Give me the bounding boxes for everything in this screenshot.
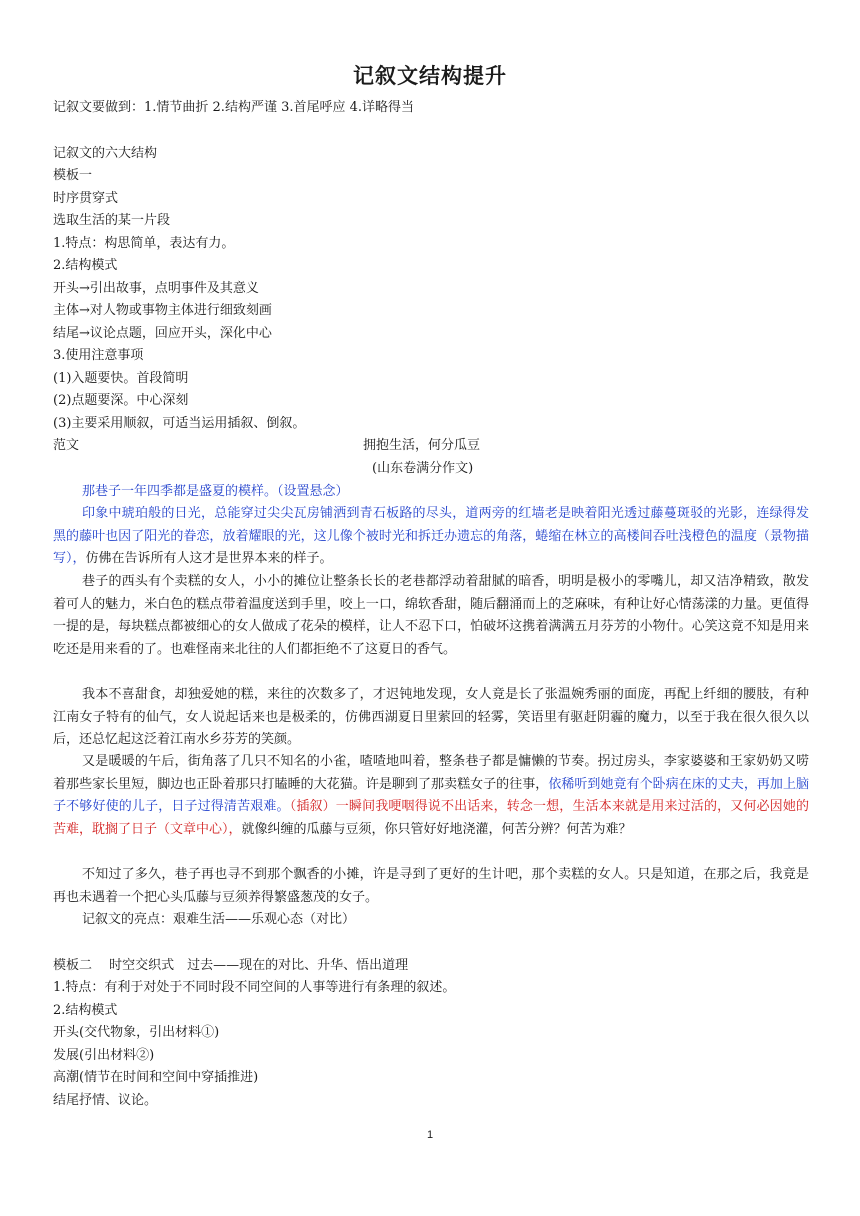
module2-item-4: 结尾抒情、议论。	[53, 1093, 158, 1108]
flashback-text: 依稀听到她竟有个卧病在床的丈夫，再加上脑子不够好使的儿子，日子过得清苦艰难。	[53, 776, 809, 814]
central-idea-text: （插叙）一瞬间我哽咽得说不出话来，转念一想，生活本来就是用来过活的，又何必因她的苦难，耽搁了日子（文章中心），	[53, 799, 809, 837]
note-item-2: (2)点题要深。中心深刻	[53, 393, 189, 408]
note-item-1: (1)入题要快。首段简明	[53, 371, 189, 386]
module1-feature: 1.特点：构思简单，表达有力。	[53, 236, 235, 251]
essay-paragraph-1: 那巷子一年四季都是盛夏的模样。（设置悬念）	[82, 484, 349, 499]
essay-paragraph-2	[53, 503, 809, 571]
module2-item-3: 高潮(情节在时间和空间中穿插推进)	[53, 1070, 259, 1085]
module2-item-2: 发展(引出材料②)	[53, 1048, 155, 1063]
essay-paragraph-5	[53, 751, 809, 841]
paragraph-5-start: 又是暖暖的午后，街角落了几只不知名的小雀，喳喳地叫着，整条巷子都是慵懒的节奏。拐过房头，李家婆婆和王家奶奶又唠着那些家长里短，脚边也正卧着那只打瞌睡的大花猫。许是聊到了那卖糕女子的往事，	[53, 754, 809, 792]
requirement-line: 记叙文要做到：1.情节曲折 2.结构严谨 3.首尾呼应 4.详略得当	[53, 100, 415, 115]
page-number: 1	[426, 1129, 434, 1141]
sample-label: 范文	[53, 438, 80, 453]
essay-title: 拥抱生活，何分瓜豆	[363, 438, 481, 453]
essay-highlight: 记叙文的亮点：艰难生活——乐观心态（对比）	[82, 912, 356, 927]
pattern-item-opening: 开头→引出故事，点明事件及其意义	[53, 281, 259, 296]
module1-name: 模板一	[53, 168, 93, 183]
paragraph-2-tail: 仿佛在告诉所有人这才是世界本来的样子。	[85, 551, 333, 566]
module2-pattern-heading: 2.结构模式	[53, 1003, 118, 1018]
paragraph-5-end: 就像纠缠的瓜藤与豆须，你只管好好地浇灌，何苦分辨？何苦为难？	[241, 821, 632, 837]
module2-item-1: 开头(交代物象，引出材料①)	[53, 1025, 220, 1040]
essay-source: (山东卷满分作文)	[372, 461, 474, 476]
scenery-description: 印象中琥珀般的日光，总能穿过尖尖瓦房铺洒到青石板路的尽头，道两旁的红墙老是映着阳光透过藤蔓斑驳的光影，连绿得发黑的藤叶也因了阳光的眷恋，放着耀眼的光，这儿像个被时光和拆迁办遗忘的角落，蜷缩在林立的高楼间吞吐浅橙色的温度（景物描写），	[53, 506, 809, 566]
module2-heading: 模板二 时空交织式 过去——现在的对比、升华、悟出道理	[53, 958, 409, 973]
pattern-item-body: 主体→对人物或事物主体进行细致刻画	[53, 303, 272, 318]
note-item-3: (3)主要采用顺叙，可适当运用插叙、倒叙。	[53, 416, 306, 431]
module2-feature: 1.特点：有利于对处于不同时段不同空间的人事等进行有条理的叙述。	[53, 980, 456, 995]
document-title: 记叙文结构提升	[353, 64, 507, 88]
module1-type: 时序贯穿式	[53, 191, 119, 206]
pattern-item-ending: 结尾→议论点题，回应开头，深化中心	[53, 326, 272, 341]
module1-heading: 记叙文的六大结构	[53, 146, 158, 161]
essay-paragraph-3: 巷子的西头有个卖糕的女人，小小的摊位让整条长长的老巷都浮动着甜腻的暗香，明明是极小的零嘴儿，却又洁净精致，散发着可人的魅力，米白色的糕点带着温度送到手里，咬上一口，绵软香甜，随后翻涌而上的芝麻味，有种让好心情荡漾的力量。更值得一提的是，每块糕点都被细心的女人做成了花朵的模样，让人不忍下口，怕破坏这携着满满五月芬芳的小物什。心笑这竟不知是用来吃还是用来看的了。也难怪南来北往的人们都拒绝不了这夏日的香气。	[53, 574, 809, 657]
module1-subtitle: 选取生活的某一片段	[53, 213, 171, 228]
module1-pattern-heading: 2.结构模式	[53, 258, 118, 273]
essay-paragraph-6: 不知过了多久，巷子再也寻不到那个飘香的小摊，许是寻到了更好的生计吧，那个卖糕的女人。只是知道，在那之后，我竟是再也未遇着一个把心头瓜藤与豆须养得繁盛葱茂的女子。	[53, 867, 809, 905]
module1-notes-heading: 3.使用注意事项	[53, 348, 144, 363]
essay-paragraph-4: 我本不喜甜食，却独爱她的糕，来往的次数多了，才迟钝地发现，女人竟是长了张温婉秀丽的面庞，再配上纤细的腰肢，有种江南女子特有的仙气，女人说起话来也是极柔的，仿佛西湖夏日里萦回的轻雾，笑语里有驱赶阴霾的魔力，以至于我在很久很久以后，还总忆起这泛着江南水乡芬芳的笑颜。	[53, 687, 809, 747]
